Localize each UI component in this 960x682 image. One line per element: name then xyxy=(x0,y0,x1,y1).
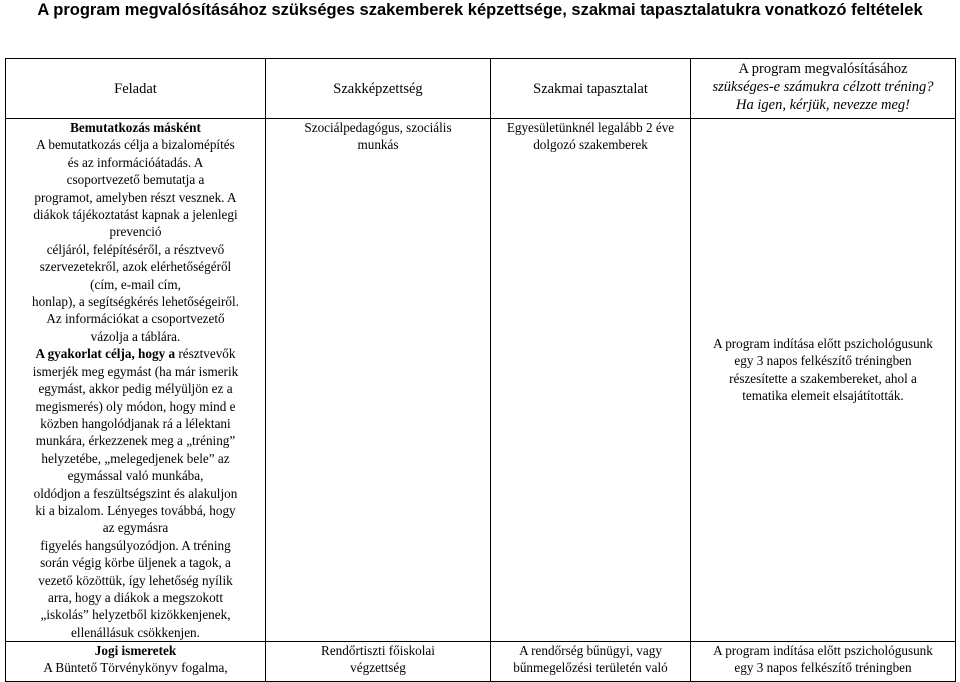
qualification-line: Rendőrtiszti főiskolai xyxy=(321,643,435,659)
task-line: ellenállásuk csökkenjen. xyxy=(71,624,200,640)
task-line xyxy=(6,345,265,362)
experience-line: A rendőrség bűnügyi, vagy xyxy=(519,643,662,659)
qualification-line: végzettség xyxy=(350,660,406,676)
header-training-need xyxy=(691,59,956,119)
header-task: Feladat xyxy=(6,59,266,119)
task-cell xyxy=(6,119,266,642)
experience-line: bűnmegelőzési területén való xyxy=(513,660,668,676)
task-line: programot, amelyben részt vesznek. A xyxy=(34,189,237,205)
task-line: A bemutatkozás célja a bizalomépítés xyxy=(36,137,235,153)
task-line: diákok tájékoztatást kapnak a jelenlegi xyxy=(33,207,238,223)
experience-line: dolgozó szakemberek xyxy=(533,137,648,153)
qualification-line: Szociálpedagógus, szociális xyxy=(304,120,452,135)
task-line: során végig körbe üljenek a tagok, a xyxy=(40,555,231,571)
experience-cell xyxy=(491,119,691,642)
training-line: részesítette a szakembereket, ahol a xyxy=(729,370,917,386)
header-qualification: Szakképzettség xyxy=(266,59,491,119)
task-line: (cím, e-mail cím, xyxy=(90,276,181,292)
qualification-line: munkás xyxy=(357,137,399,153)
task-line: Bemutatkozás másként xyxy=(70,120,201,135)
task-line: helyzetébe, „melegedjenek bele” az xyxy=(41,450,230,466)
task-line: vezető közöttük, így lehetőség nyílik xyxy=(38,572,233,588)
task-line-text: résztvevők xyxy=(175,346,236,362)
task-line: oldódjon a feszültségszint és alakuljon xyxy=(33,485,238,501)
task-line: prevenció xyxy=(109,224,162,240)
task-line: A Büntető Törvénykönyv fogalma, xyxy=(43,660,228,676)
task-line: szervezetekről, azok elérhetőségéről xyxy=(39,259,232,275)
task-line: csoportvezető bemutatja a xyxy=(66,172,205,188)
qualification-cell xyxy=(266,119,491,642)
task-line: arra, hogy a diákok a megszokott xyxy=(47,589,224,605)
table-row xyxy=(6,119,956,642)
header-training-need-line1: A program megvalósításához xyxy=(738,61,908,77)
task-line: céljáról, felépítéséről, a résztvevő xyxy=(46,241,225,257)
task-line: egymással való munkába, xyxy=(67,468,204,484)
training-line: A program indítása előtt pszichológusunk xyxy=(713,336,933,351)
task-line: és az információátadás. A xyxy=(67,154,204,170)
header-experience: Szakmai tapasztalat xyxy=(491,59,691,119)
header-training-need-line2: szükséges-e számukra célzott tréning? xyxy=(712,79,934,95)
task-line: munkára, érkezzenek meg a „tréning” xyxy=(35,433,236,449)
task-line: Az információkat a csoportvezető xyxy=(46,311,225,327)
task-line: „iskolás” helyzetből kizökkenjenek, xyxy=(40,607,231,623)
task-title: Jogi ismeretek xyxy=(94,643,177,659)
training-line: egy 3 napos felkészítő tréningben xyxy=(734,353,912,369)
task-line-bold: A gyakorlat célja, hogy a xyxy=(35,346,176,362)
task-line: megismerés) oly módon, hogy mind e xyxy=(35,398,236,414)
task-line: honlap), a segítségkérés lehetőségeiről. xyxy=(32,294,239,310)
task-line: az egymásra xyxy=(102,520,169,536)
training-line: tematika elemeit elsajátították. xyxy=(742,388,904,404)
task-line: vázolja a táblára. xyxy=(90,328,181,344)
task-line: egymást, akkor pedig mélyüljön ez a xyxy=(38,381,233,397)
training-line: A program indítása előtt pszichológusunk xyxy=(713,643,933,659)
training-line: egy 3 napos felkészítő tréningben xyxy=(734,660,912,676)
task-line: közben hangolódjanak rá a lélektani xyxy=(40,415,231,431)
task-line: ki a bizalom. Lényeges továbbá, hogy xyxy=(35,502,236,518)
requirements-table xyxy=(5,58,956,682)
experience-line: Egyesületünknél legalább 2 éve xyxy=(506,120,675,135)
task-line: ismerjék meg egymást (ha már ismerik xyxy=(32,363,239,379)
page-title: A program megvalósításához szükséges szakemberek képzettsége, szakmai tapasztalatukra vonatkozó feltételek xyxy=(37,1,923,19)
table-header-row xyxy=(6,59,956,119)
training-cell xyxy=(691,119,956,642)
task-line: figyelés hangsúlyozódjon. A tréning xyxy=(40,537,231,553)
header-training-need-line3: Ha igen, kérjük, nevezze meg! xyxy=(736,97,910,113)
